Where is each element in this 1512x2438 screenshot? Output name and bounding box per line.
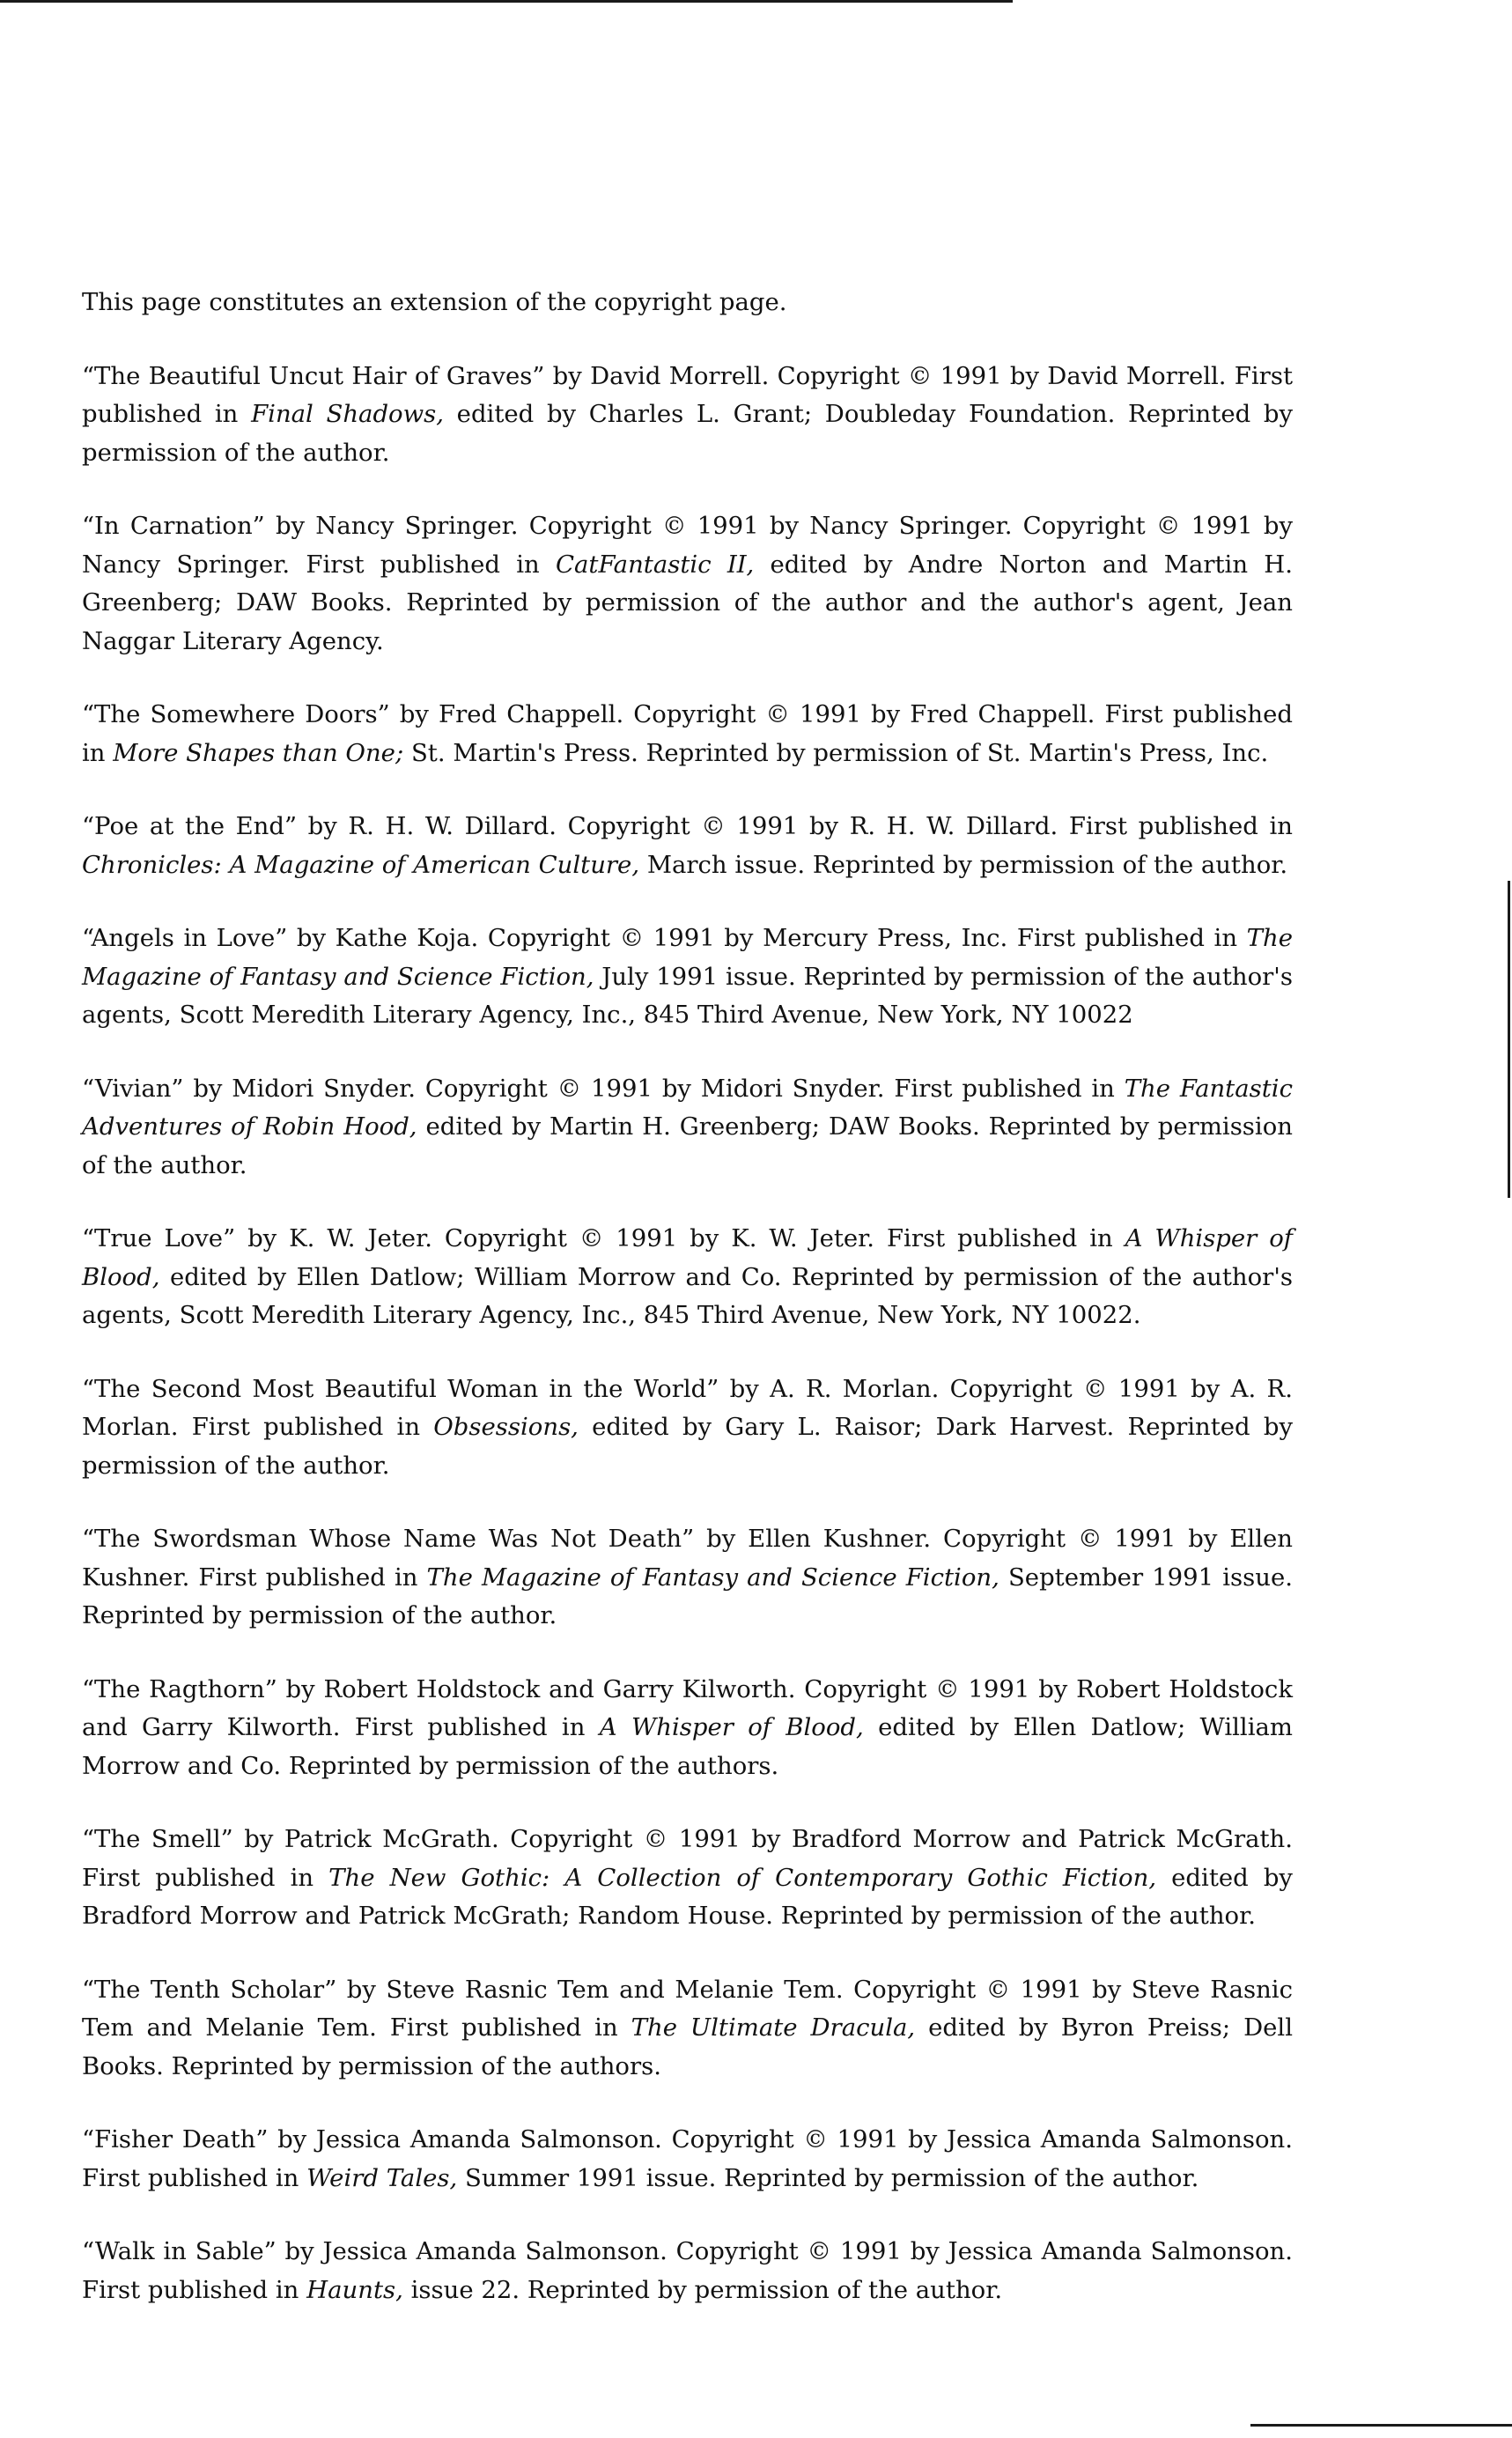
credit-entry [82, 1370, 1293, 1486]
credit-entry [82, 1220, 1293, 1335]
credit-text: “In Carnation” by Nancy Springer. Copyright © 1991 by Nancy Springer. Copyright © 1991 by Nancy Springer. First published in [82, 512, 1293, 579]
credit-text: “The Beautiful Uncut Hair of Graves” by David Morrell. Copyright © 1991 by David Morrell. First published in [82, 361, 1293, 428]
credit-text: “The Somewhere Doors” by Fred Chappell. Copyright © 1991 by Fred Chappell. First published in [82, 700, 1293, 767]
publication-title: Final Shadows, [251, 400, 445, 428]
credit-text: “Angels in Love” by Kathe Koja. Copyright © 1991 by Mercury Press, Inc. First published in [82, 924, 1247, 952]
credit-text: edited by Charles L. Grant; Doubleday Foundation. Reprinted by permission of the author. [82, 400, 1294, 467]
publication-title: More Shapes than One; [113, 738, 404, 767]
intro-line: This page constitutes an extension of the copyright page. [82, 288, 787, 316]
credit-text: issue 22. Reprinted by permission of the author. [402, 2275, 1003, 2304]
credit-text: “True Love” by K. W. Jeter. Copyright © 1991 by K. W. Jeter. First published in [82, 1224, 1125, 1252]
credit-text: edited by Gary L. Raisor; Dark Harvest. Reprinted by permission of the author. [82, 1413, 1294, 1480]
publication-title: CatFantastic II, [555, 550, 755, 579]
publication-title: Haunts, [306, 2275, 403, 2304]
publication-title: The New Gothic: A Collection of Contemporary Gothic Fiction, [328, 1863, 1157, 1892]
credit-text: “The Smell” by Patrick McGrath. Copyright © 1991 by Bradford Morrow and Patrick McGrath. First published in [82, 1825, 1293, 1892]
credit-text: “The Second Most Beautiful Woman in the World” by A. R. Morlan. Copyright © 1991 by A. R. Morlan. First published in [82, 1374, 1293, 1441]
credit-entry [82, 1520, 1293, 1636]
copyright-extension-text [82, 284, 1293, 2345]
credit-entry [82, 920, 1293, 1035]
credit-entry [82, 1070, 1293, 1186]
credit-text: “Poe at the End” by R. H. W. Dillard. Copyright © 1991 by R. H. W. Dillard. First published in [82, 812, 1293, 840]
publication-title: The Magazine of Fantasy and Science Fiction, [426, 1563, 999, 1592]
publication-title: The Magazine of Fantasy and Science Fiction, [82, 924, 1293, 991]
scan-edge-bottom [1250, 2424, 1512, 2427]
publication-title: Chronicles: A Magazine of American Culture, [82, 850, 640, 879]
credit-text: St. Martin's Press. Reprinted by permission of St. Martin's Press, Inc. [403, 738, 1269, 767]
credit-text: edited by Andre Norton and Martin H. Greenberg; DAW Books. Reprinted by permission of the author and the author's agent, Jean Naggar Literary Agency. [82, 550, 1293, 655]
credit-text: edited by Ellen Datlow; William Morrow and Co. Reprinted by permission of the authors. [82, 1713, 1293, 1780]
publication-title: A Whisper of Blood, [599, 1713, 864, 1741]
publication-title: Weird Tales, [306, 2163, 458, 2192]
credit-text: edited by Bradford Morrow and Patrick McGrath; Random House. Reprinted by permission of the author. [82, 1863, 1293, 1930]
scan-edge-top [0, 0, 1013, 3]
publication-title: The Ultimate Dracula, [631, 2013, 916, 2042]
credit-text: “The Ragthorn” by Robert Holdstock and Garry Kilworth. Copyright © 1991 by Robert Holdstock and Garry Kilworth. First published in [82, 1674, 1293, 1741]
publication-title: The Fantastic Adventures of Robin Hood, [82, 1074, 1293, 1141]
credit-entry [82, 507, 1293, 661]
credit-text: Summer 1991 issue. Reprinted by permission of the author. [457, 2163, 1199, 2192]
credit-entry [82, 696, 1293, 772]
credit-text: “The Tenth Scholar” by Steve Rasnic Tem and Melanie Tem. Copyright © 1991 by Steve Rasnic Tem and Melanie Tem. First published in [82, 1975, 1293, 2042]
credit-entry [82, 1671, 1293, 1786]
credit-text: September 1991 issue. Reprinted by permission of the author. [82, 1563, 1293, 1629]
credit-text: March issue. Reprinted by permission of the author. [639, 850, 1288, 879]
credit-entry [82, 358, 1293, 473]
credit-text: “Fisher Death” by Jessica Amanda Salmonson. Copyright © 1991 by Jessica Amanda Salmonson. First published in [82, 2125, 1293, 2192]
credit-entry [82, 2121, 1293, 2198]
credit-text: “Walk in Sable” by Jessica Amanda Salmonson. Copyright © 1991 by Jessica Amanda Salmonson. First published in [82, 2237, 1293, 2304]
credit-text: “The Swordsman Whose Name Was Not Death” by Ellen Kushner. Copyright © 1991 by Ellen Kushner. First published in [82, 1525, 1293, 1592]
credit-text: edited by Martin H. Greenberg; DAW Books. Reprinted by permission of the author. [82, 1112, 1293, 1179]
credit-entry [82, 1971, 1293, 2087]
credit-entry [82, 2233, 1293, 2309]
publication-title: A Whisper of Blood, [82, 1224, 1293, 1291]
publication-title: Obsessions, [433, 1413, 579, 1441]
credit-text: July 1991 issue. Reprinted by permission of the author's agents, Scott Meredith Literary Agency, Inc., 845 Third Avenue, New York, NY 10022 [82, 962, 1293, 1029]
credit-text: “Vivian” by Midori Snyder. Copyright © 1991 by Midori Snyder. First published in [82, 1074, 1125, 1103]
credit-text: edited by Byron Preiss; Dell Books. Reprinted by permission of the authors. [82, 2013, 1294, 2080]
credit-entry [82, 1821, 1293, 1936]
credit-text: edited by Ellen Datlow; William Morrow and Co. Reprinted by permission of the author's agents, Scott Meredith Literary Agency, Inc., 845 Third Avenue, New York, NY 10022. [82, 1262, 1293, 1329]
credit-entry [82, 808, 1293, 884]
scan-edge-right [1508, 881, 1510, 1198]
